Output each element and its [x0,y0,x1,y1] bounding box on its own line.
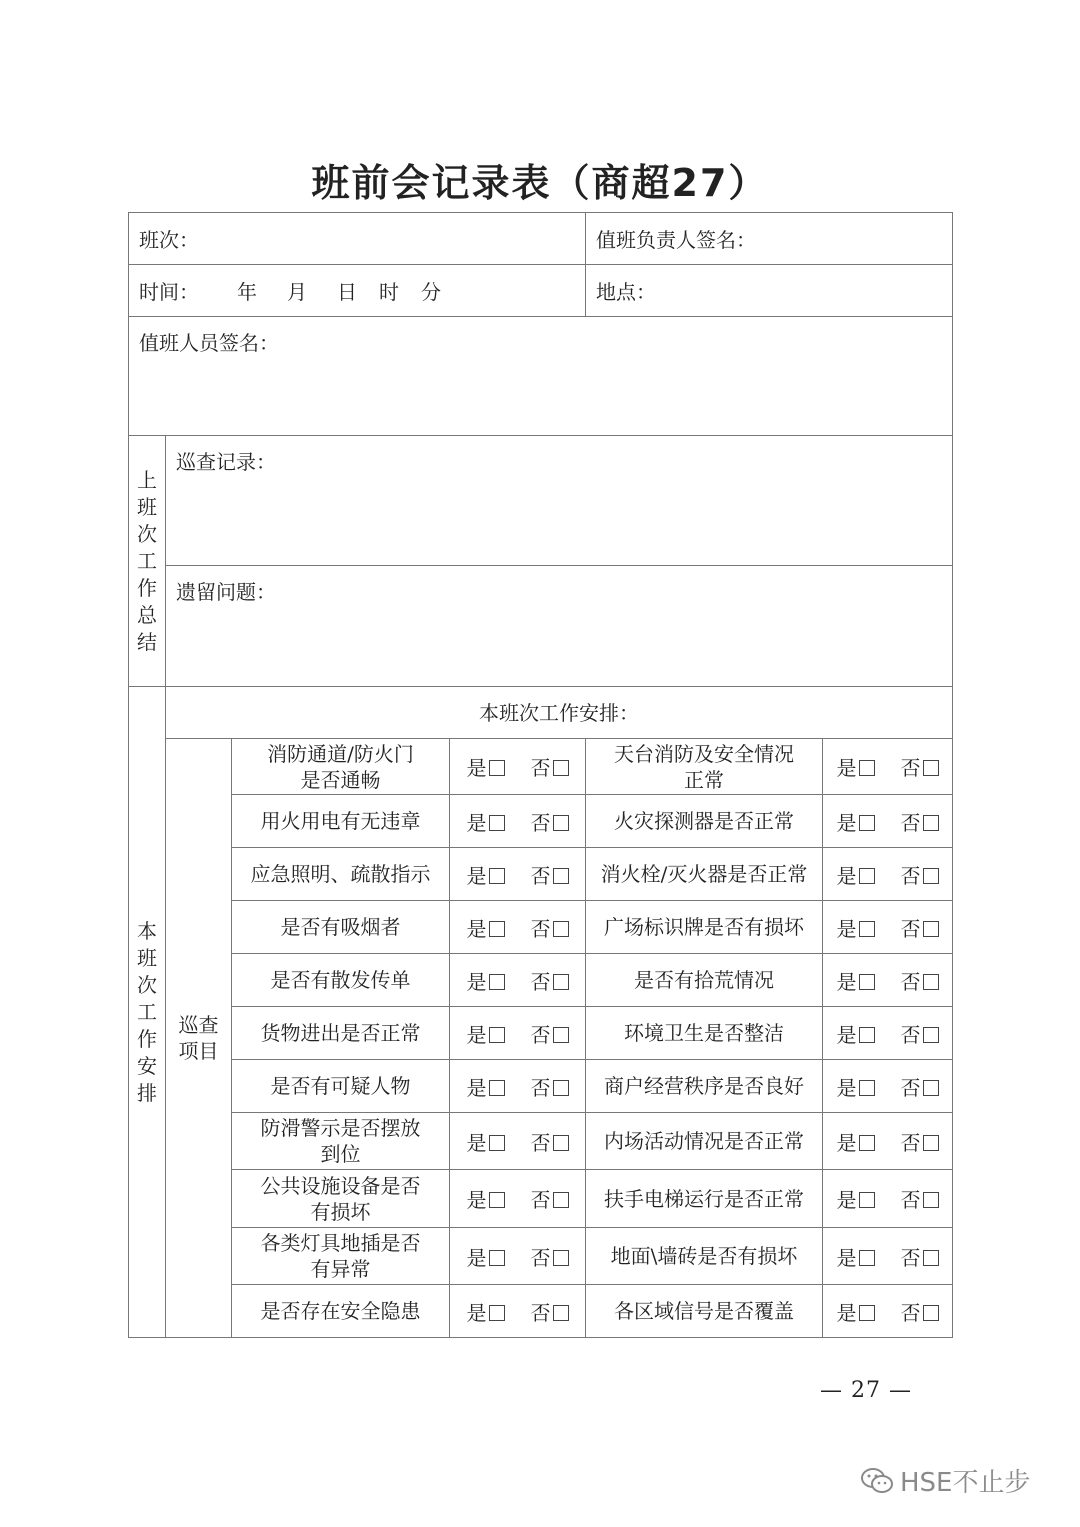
yes-label: 是 [466,1245,487,1270]
checklist-item-text: 各类灯具地插是否 [260,1231,421,1255]
checklist-item-text: 用火用电有无违章 [260,809,421,833]
no-checkbox[interactable] [923,815,939,831]
yes-option[interactable] [467,1076,505,1100]
no-label: 否 [530,1245,551,1270]
no-checkbox[interactable] [553,1305,569,1321]
side-char: 作 [137,1026,157,1051]
yes-option[interactable] [837,1301,875,1325]
yes-no-options [450,848,586,901]
side-char: 班 [137,494,157,519]
checklist-item-text: 到位 [320,1142,361,1166]
checklist-row [129,901,953,954]
no-checkbox[interactable] [923,1192,939,1208]
location-field[interactable] [586,265,953,317]
no-checkbox[interactable] [923,1027,939,1043]
no-checkbox[interactable] [553,1027,569,1043]
no-label: 否 [530,969,551,994]
no-label: 否 [900,756,921,780]
yes-option[interactable] [837,917,875,941]
yes-option[interactable] [837,1076,875,1100]
side-char: 次 [137,521,157,546]
yes-label: 是 [466,863,487,888]
yes-label: 是 [466,756,487,780]
yes-option[interactable] [467,1131,505,1155]
no-option[interactable] [901,917,939,941]
page-number: — 27 — [820,1378,912,1403]
no-label: 否 [900,1075,921,1100]
no-checkbox[interactable] [923,1135,939,1151]
checklist-item-right [586,1007,823,1060]
checklist-item-left [232,1285,450,1338]
no-checkbox[interactable] [923,760,939,776]
yes-label: 是 [466,1188,487,1212]
no-option[interactable] [531,917,569,941]
yes-checkbox[interactable] [859,1080,875,1096]
no-checkbox[interactable] [553,1192,569,1208]
patrol-record-field[interactable] [166,436,953,566]
no-option[interactable] [901,756,939,780]
checklist-item-right [586,1228,823,1285]
checklist-row [129,1170,953,1228]
no-checkbox[interactable] [923,921,939,937]
checklist-row [129,1113,953,1170]
time-unit-month: 月 [287,280,307,304]
remaining-issues-field[interactable] [166,566,953,687]
staff-signature-label: 值班人员签名： [139,331,279,355]
no-label: 否 [530,863,551,888]
no-label: 否 [530,1130,551,1155]
patrol-record-label: 巡查记录： [176,450,276,474]
no-checkbox[interactable] [923,1305,939,1321]
work-arrangement-heading [166,687,953,739]
no-option[interactable] [901,811,939,835]
yes-option[interactable] [837,811,875,835]
side-char: 次 [137,972,157,997]
checklist-item-right [586,901,823,954]
no-option[interactable] [531,864,569,888]
yes-label: 是 [466,1130,487,1155]
checklist-item-left [232,1228,450,1285]
no-checkbox[interactable] [553,760,569,776]
yes-option[interactable] [467,1188,505,1212]
yes-no-options [450,1007,586,1060]
yes-checkbox[interactable] [859,921,875,937]
checklist-item-left [232,1170,450,1228]
checklist-item-right [586,954,823,1007]
yes-option[interactable] [837,1131,875,1155]
checklist-item-text: 广场标识牌是否有损坏 [604,915,804,939]
yes-option[interactable] [837,1188,875,1212]
checklist-item-text: 是否通畅 [300,767,381,792]
yes-option[interactable] [467,811,505,835]
checklist-row [129,1228,953,1285]
no-checkbox[interactable] [553,1080,569,1096]
checklist-item-right [586,795,823,848]
yes-checkbox[interactable] [489,815,505,831]
yes-option[interactable] [837,970,875,994]
yes-option[interactable] [837,1246,875,1270]
checklist-row [129,954,953,1007]
yes-label: 是 [466,916,487,941]
location-label: 地点： [596,280,656,304]
no-label: 否 [900,1022,921,1047]
side-char: 上 [137,467,157,492]
checklist-item-right [586,848,823,901]
yes-checkbox[interactable] [859,1027,875,1043]
yes-no-options [450,954,586,1007]
side-char: 总 [137,602,157,627]
yes-label: 是 [466,1022,487,1047]
yes-option[interactable] [467,970,505,994]
checklist-row [129,1007,953,1060]
yes-checkbox[interactable] [859,1250,875,1266]
yes-option[interactable] [467,1246,505,1270]
no-label: 否 [900,969,921,994]
yes-option[interactable] [837,864,875,888]
yes-checkbox[interactable] [859,1305,875,1321]
checklist-item-left [232,739,450,795]
yes-no-options [450,795,586,848]
no-label: 否 [900,1188,921,1212]
checklist-item-right [586,1113,823,1170]
no-checkbox[interactable] [553,1250,569,1266]
side-char: 工 [137,548,157,573]
work-arrangement-label: 本班次工作安排： [479,700,639,725]
yes-no-options [823,848,953,901]
no-option[interactable] [901,1246,939,1270]
checklist-item-text: 正常 [684,767,724,792]
checklist-item-text: 货物进出是否正常 [260,1021,421,1045]
no-checkbox[interactable] [923,868,939,884]
staff-signature-field[interactable] [129,317,953,436]
checklist-row [129,1060,953,1113]
yes-no-options [450,1228,586,1285]
yes-checkbox[interactable] [859,974,875,990]
checklist-item-text: 公共设施设备是否 [260,1173,421,1198]
time-field[interactable] [129,265,586,317]
yes-no-options [450,1060,586,1113]
yes-label: 是 [836,916,857,941]
side-char: 排 [137,1080,157,1105]
yes-checkbox[interactable] [489,760,505,776]
checklist-item-text: 天台消防及安全情况 [614,741,794,766]
time-unit-day: 日 [337,280,357,304]
checklist-item-text: 扶手电梯运行是否正常 [604,1186,804,1211]
yes-no-options [450,739,586,795]
leader-signature-field[interactable] [586,213,953,265]
yes-no-options [450,1285,586,1338]
yes-label: 是 [466,969,487,994]
yes-checkbox[interactable] [859,760,875,776]
no-label: 否 [530,810,551,835]
yes-no-options [823,739,953,795]
no-option[interactable] [531,1188,569,1212]
no-label: 否 [530,1075,551,1100]
no-label: 否 [530,1022,551,1047]
shift-field[interactable] [129,213,586,265]
no-checkbox[interactable] [923,1250,939,1266]
checklist-row [129,1285,953,1338]
checklist-item-text: 是否有可疑人物 [270,1074,411,1098]
yes-no-options [823,1113,953,1170]
no-option[interactable] [901,970,939,994]
checklist-item-left [232,954,450,1007]
yes-checkbox[interactable] [489,1027,505,1043]
checklist-item-text: 火灾探测器是否正常 [614,809,794,833]
no-checkbox[interactable] [553,974,569,990]
side-char: 本 [137,918,157,943]
no-checkbox[interactable] [553,815,569,831]
checklist-item-left [232,1007,450,1060]
checklist-item-text: 应急照明、疏散指示 [250,862,431,886]
no-option[interactable] [531,1246,569,1270]
no-label: 否 [900,810,921,835]
no-checkbox[interactable] [553,1135,569,1151]
checklist-item-right [586,1285,823,1338]
no-option[interactable] [901,1076,939,1100]
yes-no-options [823,954,953,1007]
checklist-item-text: 是否有吸烟者 [280,915,401,939]
yes-option[interactable] [467,1023,505,1047]
no-label: 否 [530,756,551,780]
yes-label: 是 [836,969,857,994]
shift-label: 班次： [139,228,199,252]
yes-no-options [823,1228,953,1285]
checklist-item-left [232,1060,450,1113]
yes-label: 是 [836,756,857,780]
yes-checkbox[interactable] [489,1305,505,1321]
patrol-items-label-line: 巡查 [178,1013,219,1037]
yes-checkbox[interactable] [859,1135,875,1151]
no-checkbox[interactable] [923,1080,939,1096]
yes-label: 是 [836,1245,857,1270]
yes-checkbox[interactable] [859,815,875,831]
leader-signature-label: 值班负责人签名： [596,228,756,252]
no-option[interactable] [531,1076,569,1100]
no-option[interactable] [901,1301,939,1325]
no-option[interactable] [531,811,569,835]
checklist-item-text: 防滑警示是否摆放 [260,1116,421,1140]
wechat-icon [860,1466,894,1496]
time-unit-year: 年 [237,280,257,304]
time-unit-minute: 分 [421,280,441,304]
yes-no-options [823,795,953,848]
yes-label: 是 [836,863,857,888]
yes-no-options [823,1285,953,1338]
checklist-item-text: 是否有散发传单 [270,968,411,992]
no-label: 否 [900,1300,921,1325]
yes-checkbox[interactable] [489,974,505,990]
no-label: 否 [530,1188,551,1212]
yes-option[interactable] [467,864,505,888]
yes-option[interactable] [837,1023,875,1047]
yes-label: 是 [836,1188,857,1212]
checklist-item-text: 是否存在安全隐患 [260,1299,421,1323]
checklist-row [129,739,953,795]
checklist-item-text: 消防通道/防火门 [267,741,414,766]
checklist-item-text: 是否有拾荒情况 [634,968,774,992]
checklist-item-text: 各区域信号是否覆盖 [614,1299,794,1323]
checklist-item-left [232,795,450,848]
yes-label: 是 [836,810,857,835]
yes-option[interactable] [467,917,505,941]
side-char: 工 [137,999,157,1024]
no-label: 否 [900,916,921,941]
checklist-item-text: 有损坏 [310,1199,371,1224]
record-form [128,212,953,1338]
yes-checkbox[interactable] [859,868,875,884]
patrol-items-label [166,739,232,1338]
yes-checkbox[interactable] [489,868,505,884]
watermark-text: HSE不止步 [900,1468,1031,1498]
checklist-item-left [232,901,450,954]
checklist-item-right [586,1060,823,1113]
yes-label: 是 [836,1022,857,1047]
no-option[interactable] [531,970,569,994]
no-checkbox[interactable] [553,868,569,884]
yes-checkbox[interactable] [489,1080,505,1096]
checklist-item-left [232,848,450,901]
no-option[interactable] [531,1301,569,1325]
yes-option[interactable] [467,1301,505,1325]
checklist-item-right [586,739,823,795]
no-label: 否 [530,1300,551,1325]
side-char: 班 [137,945,157,970]
no-option[interactable] [901,864,939,888]
yes-no-options [450,1170,586,1228]
yes-no-options [450,901,586,954]
patrol-items-label-line: 项目 [178,1039,219,1063]
yes-label: 是 [836,1300,857,1325]
no-option[interactable] [531,1023,569,1047]
no-option[interactable] [531,756,569,780]
yes-no-options [823,1170,953,1228]
page-title: 班前会记录表（商超27） [311,161,769,205]
yes-checkbox[interactable] [489,1250,505,1266]
yes-checkbox[interactable] [859,1192,875,1208]
yes-no-options [823,1060,953,1113]
yes-label: 是 [836,1075,857,1100]
no-label: 否 [900,1130,921,1155]
no-option[interactable] [531,1131,569,1155]
yes-label: 是 [466,1075,487,1100]
checklist-item-text: 有异常 [310,1257,371,1281]
checklist-item-text: 商户经营秩序是否良好 [604,1074,804,1098]
side-char: 结 [137,629,157,654]
no-checkbox[interactable] [553,921,569,937]
checklist-item-text: 地面\墙砖是否有损坏 [610,1244,798,1268]
yes-no-options [823,901,953,954]
no-label: 否 [900,863,921,888]
yes-label: 是 [836,1130,857,1155]
yes-checkbox[interactable] [489,1192,505,1208]
yes-option[interactable] [467,756,505,780]
no-option[interactable] [901,1131,939,1155]
time-label: 时间： [139,280,199,304]
checklist-row [129,848,953,901]
no-option[interactable] [901,1023,939,1047]
previous-shift-side-label [129,436,166,687]
yes-label: 是 [466,1300,487,1325]
checklist-item-right [586,1170,823,1228]
yes-no-options [823,1007,953,1060]
time-unit-hour: 时 [379,280,399,304]
checklist-item-left [232,1113,450,1170]
checklist-row [129,795,953,848]
yes-label: 是 [466,810,487,835]
current-shift-side-label [129,687,166,1338]
yes-no-options [450,1113,586,1170]
no-option[interactable] [901,1188,939,1212]
checklist-item-text: 内场活动情况是否正常 [604,1129,804,1153]
side-char: 安 [137,1053,157,1078]
yes-checkbox[interactable] [489,1135,505,1151]
watermark [860,1462,1030,1499]
no-label: 否 [530,916,551,941]
no-label: 否 [900,1245,921,1270]
yes-checkbox[interactable] [489,921,505,937]
checklist-item-text: 消火栓/灭火器是否正常 [600,862,808,886]
no-checkbox[interactable] [923,974,939,990]
checklist-item-text: 环境卫生是否整洁 [624,1021,784,1045]
remaining-issues-label: 遗留问题： [176,580,276,604]
yes-option[interactable] [837,756,875,780]
side-char: 作 [137,575,157,600]
